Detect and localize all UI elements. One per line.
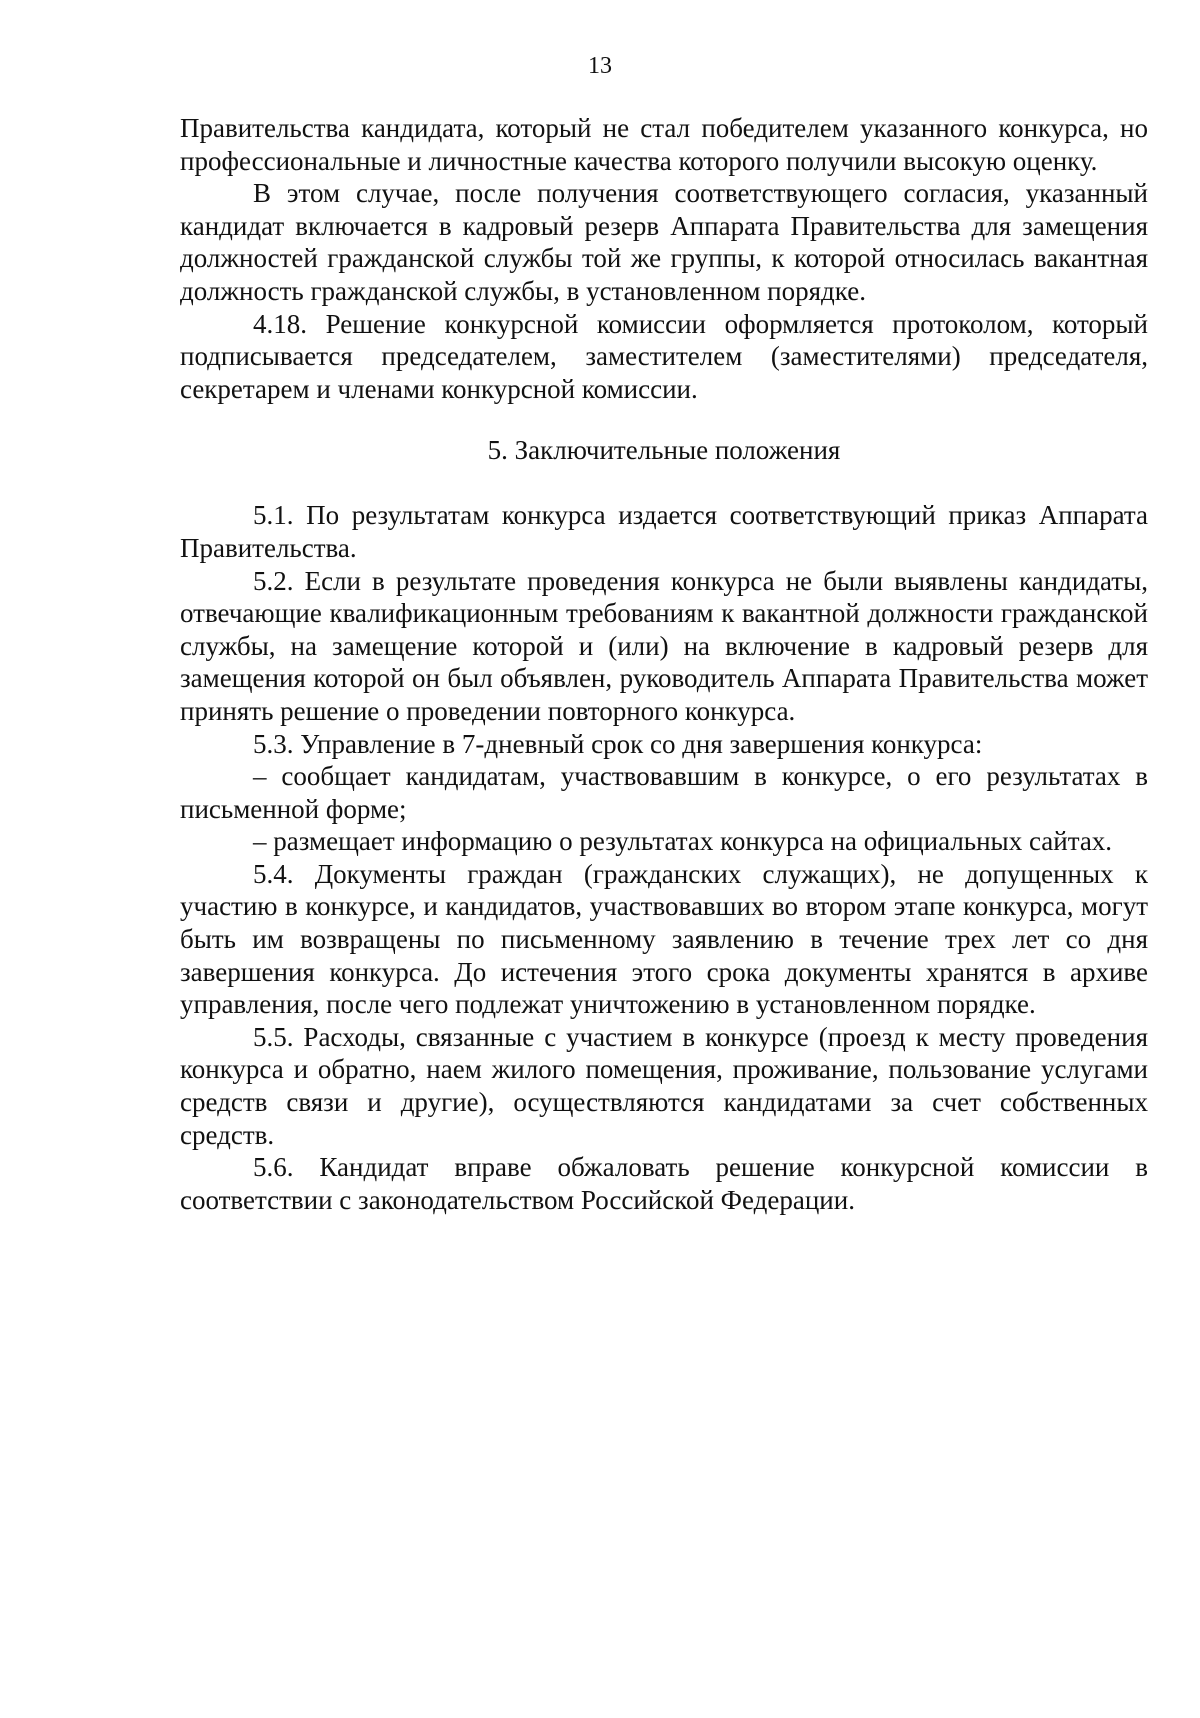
page-number: 13 [588, 53, 612, 79]
paragraph-5-5: 5.5. Расходы, связанные с участием в конкурсе (проезд к месту проведения конкурса и обратно, наем жилого помещения, проживание, пользование услугами средств связи и другие), осуществляются кандидатами за счет собственных средств. [180, 1021, 1148, 1150]
paragraph-5-1: 5.1. По результатам конкурса издается соответствующий приказ Аппарата Правительства. [180, 500, 1148, 563]
paragraph-5-2: 5.2. Если в результате проведения конкурса не были выявлены кандидаты, отвечающие квалификационным требованиям к вакантной должности гражданской службы, на замещение которой и (или) на включение в кадровый резерв для замещения которой он был объявлен, руководитель Аппарата Правительства может принять решение о проведении повторного конкурса. [180, 565, 1148, 726]
list-item-notify-candidates: – сообщает кандидатам, участвовавшим в конкурсе, о его результатах в письменной форме; [180, 761, 1148, 824]
paragraph-5-6: 5.6. Кандидат вправе обжаловать решение конкурсной комиссии в соответствии с законодательством Российской Федерации. [180, 1152, 1148, 1215]
paragraph-reserve-inclusion: В этом случае, после получения соответствующего согласия, указанный кандидат включается в кадровый резерв Аппарата Правительства для замещения должностей гражданской службы той же группы, к которой относилась вакантная должность гражданской службы, в установленном порядке. [180, 178, 1148, 306]
paragraph-5-4: 5.4. Документы граждан (гражданских служащих), не допущенных к участию в конкурсе, и кандидатов, участвовавших во втором этапе конкурса, могут быть им возвращены по письменному заявлению в течение трех лет со дня завершения конкурса. До истечения этого срока документы хранятся в архиве управления, после чего подлежат уничтожению в установленном порядке. [180, 858, 1148, 1020]
paragraph-5-3: 5.3. Управление в 7-дневный срок со дня завершения конкурса: [253, 728, 983, 759]
section-heading-final-provisions: 5. Заключительные положения [487, 435, 841, 466]
list-item-publish-results: – размещает информацию о результатах конкурса на официальных сайтах. [253, 826, 1113, 857]
paragraph-4-18: 4.18. Решение конкурсной комиссии оформляется протоколом, который подписывается председателем, заместителем (заместителями) председателя, секретарем и членами конкурсной комиссии. [180, 308, 1148, 404]
paragraph-continuation: Правительства кандидата, который не стал победителем указанного конкурса, но профессиональные и личностные качества которого получили высокую оценку. [180, 113, 1148, 176]
document-body [180, 112, 1148, 1216]
